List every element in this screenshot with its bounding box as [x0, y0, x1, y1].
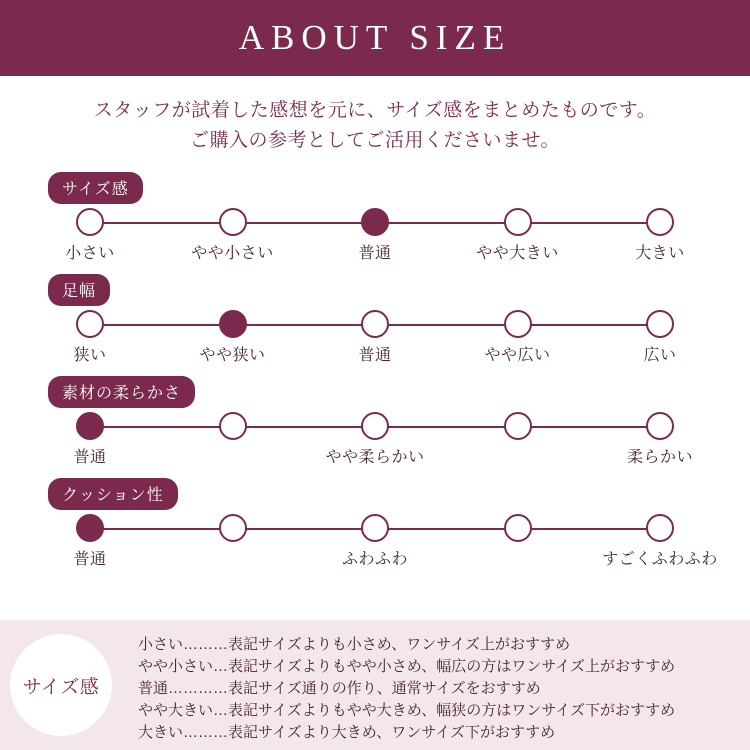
scale-dot-caption: やや大きい	[476, 245, 559, 262]
intro-line-1: スタッフが試着した感想を元に、サイズ感をまとめたものです。	[93, 100, 657, 121]
scale-dot[interactable]	[219, 514, 247, 542]
scale-dot[interactable]	[504, 514, 532, 542]
scale-dot-caption: 柔らかい	[626, 449, 694, 466]
scale-dot[interactable]	[504, 310, 532, 338]
scale-dot-caption: やや小さい	[191, 245, 274, 262]
scale-dot[interactable]	[361, 412, 389, 440]
scale-dot-caption: 普通	[73, 449, 107, 466]
scale-dot[interactable]	[646, 310, 674, 338]
legend-item: やや大きい…表記サイズよりもやや大きめ、幅狭の方はワンサイズ下がおすすめ	[138, 702, 676, 719]
scale-track	[0, 514, 750, 566]
scale-dot-caption: 普通	[358, 245, 392, 262]
scale-dot-caption: やや柔らかい	[325, 449, 425, 466]
scale-label-wrap	[0, 274, 750, 306]
scale-dot-caption: 普通	[358, 347, 392, 364]
scale-dot-selected[interactable]	[76, 412, 104, 440]
intro-text	[0, 76, 750, 164]
scale-block	[0, 172, 750, 260]
scale-label: 素材の柔らかさ	[48, 376, 195, 408]
scale-dot[interactable]	[76, 208, 104, 236]
legend-item: 普通…………表記サイズ通りの作り、通常サイズをおすすめ	[138, 680, 541, 697]
scale-label-wrap	[0, 478, 750, 510]
scale-dot-caption: 普通	[73, 551, 107, 568]
scale-dot-selected[interactable]	[219, 310, 247, 338]
scale-dot[interactable]	[646, 412, 674, 440]
legend-badge: サイズ感	[10, 634, 112, 736]
scale-dot-caption: すごくふわふわ	[602, 551, 718, 568]
legend-item-list	[138, 634, 742, 744]
scale-list	[0, 164, 750, 566]
scale-block	[0, 478, 750, 566]
scale-dot[interactable]	[646, 208, 674, 236]
intro-line-2: ご購入の参考としてご活用くださいませ。	[190, 130, 560, 151]
legend-item: 大きい………表記サイズより大きめ、ワンサイズ下がおすすめ	[138, 724, 556, 741]
scale-dot[interactable]	[504, 208, 532, 236]
scale-dot-caption: 狭い	[73, 347, 107, 364]
page-title: ABOUT SIZE	[238, 18, 512, 57]
scale-track	[0, 412, 750, 464]
scale-dot-selected[interactable]	[76, 514, 104, 542]
scale-dot-caption: 広い	[643, 347, 677, 364]
scale-label: 足幅	[48, 274, 110, 306]
scale-block	[0, 376, 750, 464]
scale-dot[interactable]	[219, 208, 247, 236]
scale-label: クッション性	[48, 478, 178, 510]
footer-legend	[0, 620, 750, 750]
scale-dot-selected[interactable]	[361, 208, 389, 236]
scale-track	[0, 208, 750, 260]
scale-label: サイズ感	[48, 172, 143, 204]
legend-item: やや小さい…表記サイズよりもやや小さめ、幅広の方はワンサイズ上がおすすめ	[138, 658, 676, 675]
legend-item: 小さい………表記サイズよりも小さめ、ワンサイズ上がおすすめ	[138, 636, 571, 653]
scale-dot[interactable]	[76, 310, 104, 338]
scale-dot[interactable]	[504, 412, 532, 440]
scale-dot-caption: やや狭い	[199, 347, 266, 364]
scale-block	[0, 274, 750, 362]
scale-track	[0, 310, 750, 362]
header-banner	[0, 0, 750, 76]
scale-dot[interactable]	[646, 514, 674, 542]
scale-dot[interactable]	[361, 310, 389, 338]
scale-dot[interactable]	[361, 514, 389, 542]
scale-dot-caption: 小さい	[65, 245, 115, 262]
scale-dot-caption: ふわふわ	[341, 551, 409, 568]
scale-label-wrap	[0, 172, 750, 204]
scale-label-wrap	[0, 376, 750, 408]
scale-dot-caption: やや広い	[484, 347, 551, 364]
scale-dot-caption: 大きい	[635, 245, 685, 262]
scale-dot[interactable]	[219, 412, 247, 440]
